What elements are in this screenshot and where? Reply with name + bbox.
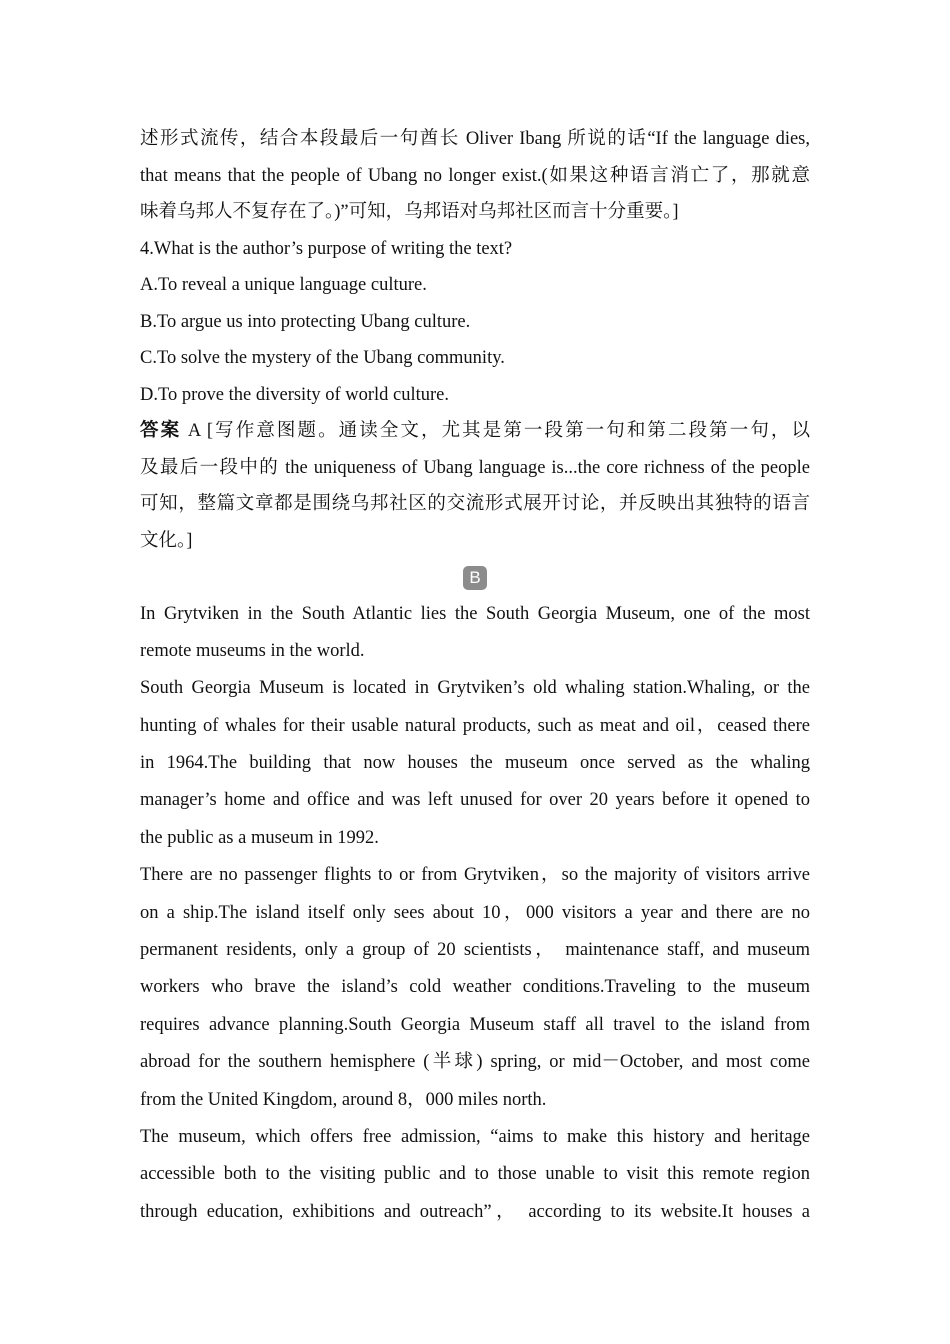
option-c: C.To solve the mystery of the Ubang community.: [140, 348, 505, 368]
option-a: A.To reveal a unique language culture.: [140, 275, 427, 295]
explanation-line: 味着乌邦人不复存在了。)”可知，乌邦语对乌邦社区而言十分重要。]: [140, 202, 679, 222]
explanation-line: that means that the people of Ubang no longer exist.(如果这种语言消亡了，那就意: [140, 165, 810, 186]
passage-line: abroad for the southern hemisphere (半球) spring, or mid－October, and most come: [140, 1052, 810, 1073]
passage-line: hunting of whales for their usable natural products, such as meat and oil，ceased there: [140, 715, 810, 736]
passage-line: The museum, which offers free admission, “aims to make this history and heritage: [140, 1126, 810, 1147]
passage-line: accessible both to the visiting public and to those unable to visit this remote region: [140, 1164, 810, 1185]
section-badge: B: [463, 566, 487, 590]
answer-line: 及最后一段中的 the uniqueness of Ubang language is...the core richness of the people: [140, 457, 810, 478]
passage-line: In Grytviken in the South Atlantic lies the South Georgia Museum, one of the most: [140, 603, 810, 624]
passage-line: permanent residents, only a group of 20 scientists， maintenance staff, and museum: [140, 940, 810, 961]
section-b-header: [140, 559, 810, 596]
option-b: B.To argue us into protecting Ubang culture.: [140, 311, 471, 332]
answer-line: 文化。]: [140, 530, 193, 551]
passage-line: manager’s home and office and was left unused for over 20 years before it opened to: [140, 790, 810, 811]
passage-line: requires advance planning.South Georgia Museum staff all travel to the island from: [140, 1014, 810, 1035]
passage-line: the public as a museum in 1992.: [140, 827, 379, 848]
answer-text: A [写作意图题。通读全文，尤其是第一段第一句和第二段第一句，以: [187, 421, 810, 441]
answer-label: 答案: [140, 420, 182, 441]
passage-line: through education, exhibitions and outreach”， according to its website.It houses a: [140, 1201, 810, 1222]
passage-line: in 1964.The building that now houses the museum once served as the whaling: [140, 753, 810, 774]
question-stem: 4.What is the author’s purpose of writing the text?: [140, 238, 513, 259]
passage-line: workers who brave the island’s cold weather conditions.Traveling to the museum: [140, 977, 810, 998]
passage-line: remote museums in the world.: [140, 640, 365, 661]
passage-line: from the United Kingdom, around 8，000 miles north.: [140, 1089, 547, 1110]
answer-line: 可知，整篇文章都是围绕乌邦社区的交流形式展开讨论，并反映出其独特的语言: [140, 494, 810, 514]
explanation-line: 述形式流传，结合本段最后一句酋长 Oliver Ibang 所说的话“If the language dies,: [140, 129, 810, 149]
passage-line: South Georgia Museum is located in Grytviken’s old whaling station.Whaling, or the: [140, 678, 810, 699]
option-d: D.To prove the diversity of world culture.: [140, 384, 450, 405]
passage-line: on a ship.The island itself only sees about 10，000 visitors a year and there are no: [140, 902, 810, 923]
document-page: [140, 121, 810, 1231]
answer-line: [140, 413, 810, 450]
passage-line: There are no passenger flights to or from Grytviken，so the majority of visitors arrive: [140, 865, 810, 886]
